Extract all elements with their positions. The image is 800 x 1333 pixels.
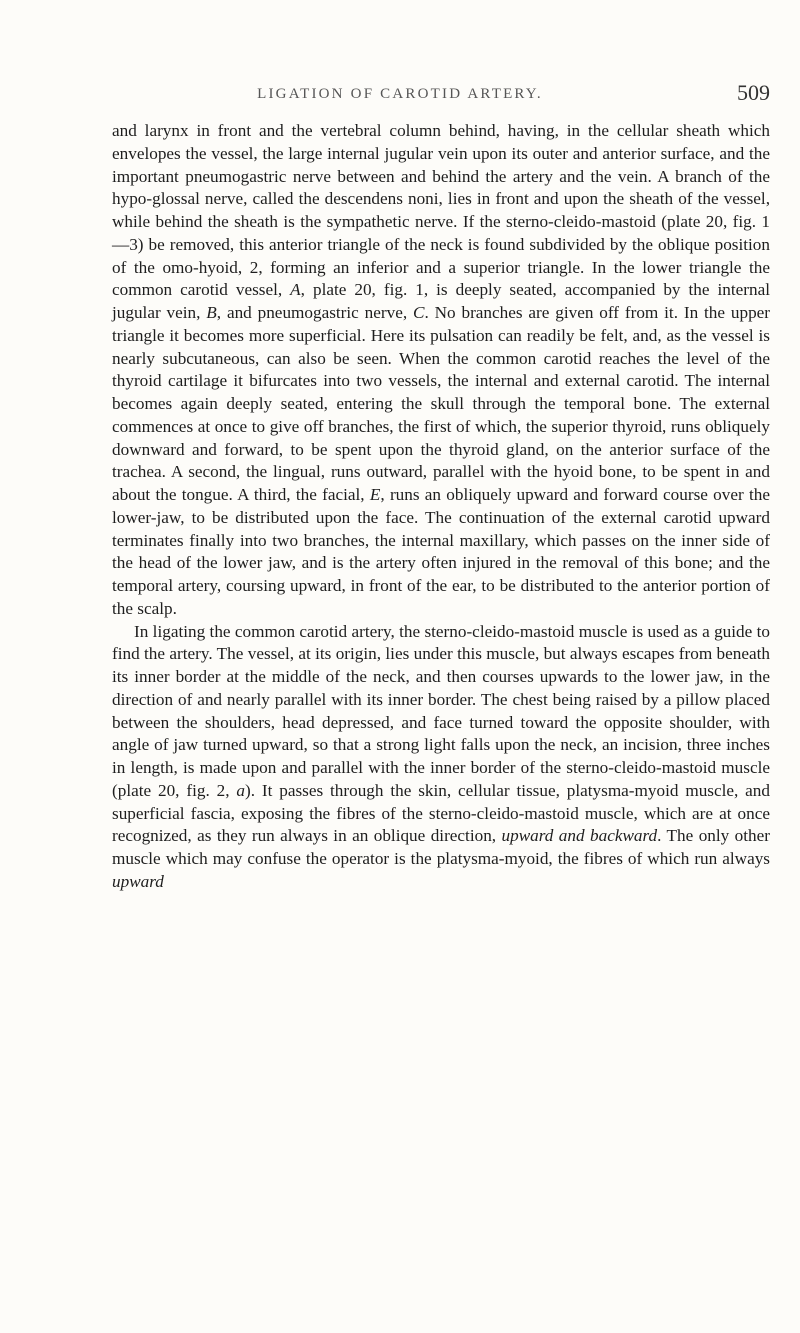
- text-run: and larynx in front and the vertebral column behind, having, in the cellular sheath which envelopes the vessel, the large internal jugular vein upon its outer and anterior surface, and the important pneumogastric nerve between and behind the artery and the vein. A branch of the hypo-glossal nerve, called the descendens noni, lies in front and upon the sheath of the vessel, while behind the sheath is the sympathetic nerve. If the sterno-cleido-mastoid (plate 20, fig. 1—3) be removed, this anterior triangle of the neck is found subdivided by the oblique position of the omo-hyoid, 2, forming an inferior and a superior triangle. In the lower triangle the common carotid vessel,: [112, 121, 770, 300]
- text-run: , and pneumogastric nerve,: [216, 303, 413, 322]
- text-run: , runs an obliquely upward and forward course over the lower-jaw, to be distributed upon the face. The continuation of the external carotid upward terminates finally into two branches, the internal maxillary, which passes on the inner side of the head of the lower jaw, and is the artery often injured in the removal of this bone; and the temporal artery, coursing upward, in front of the ear, to be distributed to the anterior portion of the scalp.: [112, 485, 770, 618]
- text-run: . The only other muscle which may confuse the operator is the platysma-myoid, the fibres of which run always: [112, 826, 770, 868]
- italic-text: E: [369, 485, 381, 504]
- body-text: [112, 120, 770, 894]
- text-run: . No branches are given off from it. In the upper triangle it becomes more superficial. Here its pulsation can readily be felt, and, as the vessel is nearly subcutaneous, can also be seen. When the common carotid reaches the level of the thyroid cartilage it bifurcates into two vessels, the internal and external carotid. The internal becomes again deeply seated, entering the skull through the temporal bone. The external commences at once to give off branches, the first of which, the superior thyroid, runs obliquely downward and forward, to be spent upon the thyroid gland, on the anterior surface of the trachea. A second, the lingual, runs outward, parallel with the hyoid bone, to be spent in and about the tongue. A third, the facial,: [112, 303, 771, 504]
- italic-text: a: [236, 780, 245, 800]
- italic-text: upward and backward: [501, 826, 658, 846]
- text-run: ). It passes through the skin, cellular tissue, platysma-myoid muscle, and superficial fascia, exposing the fibres of the sterno-cleido-mastoid muscle, which are at once recognized, as they run always in an oblique direction,: [112, 780, 770, 846]
- paragraph-1: [112, 120, 770, 621]
- running-head-title: LIGATION OF CAROTID ARTERY.: [257, 86, 543, 102]
- page-number: 509: [737, 80, 770, 105]
- paragraph-2: [112, 621, 770, 894]
- text-run: In ligating the common carotid artery, the sterno-cleido-mastoid muscle is used as a guide to find the artery. The vessel, at its origin, lies under this muscle, but always escapes from beneath its inner border at the middle of the neck, and then courses upwards to the lower jaw, in the direction of and nearly parallel with its inner border. The chest being raised by a pillow placed between the shoulders, head depressed, and face turned toward the opposite shoulder, with angle of jaw turned upward, so that a strong light falls upon the neck, an incision, three inches in length, is made upon and parallel with the inner border of the sterno-cleido-mastoid muscle (plate 20, fig. 2,: [112, 621, 770, 800]
- italic-text: A: [290, 280, 301, 300]
- running-head: [110, 80, 770, 104]
- italic-text: C: [413, 303, 425, 322]
- italic-text: B: [206, 303, 217, 322]
- text-run: , plate 20, fig. 1, is deeply seated, accompanied by the internal jugular vein,: [112, 280, 770, 322]
- italic-text: upward: [112, 871, 164, 891]
